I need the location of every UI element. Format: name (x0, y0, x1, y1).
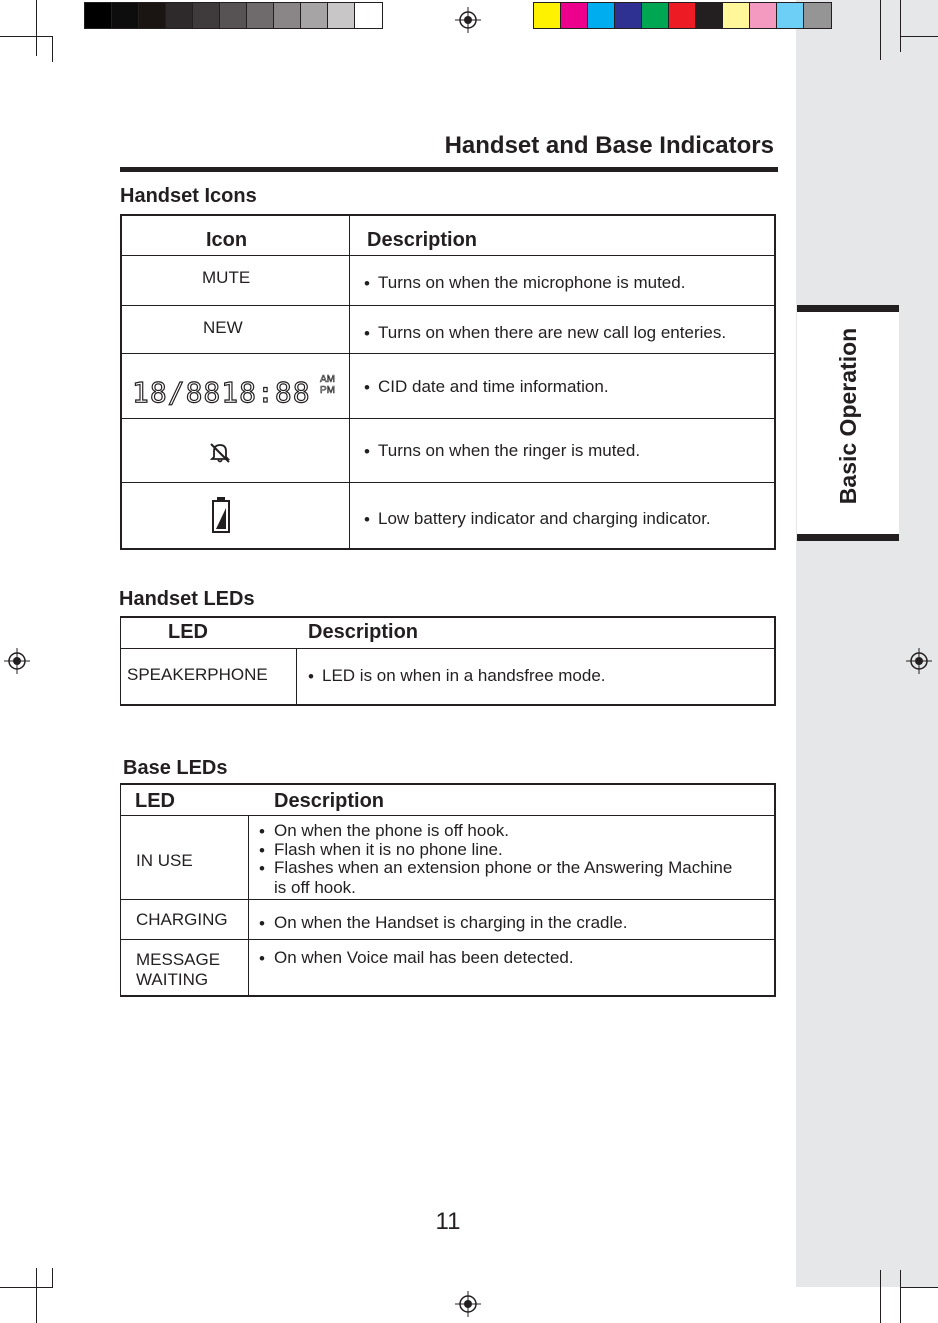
crop-mark (880, 1270, 881, 1323)
registration-mark-icon (455, 1291, 481, 1317)
side-strip (796, 0, 938, 1287)
crop-mark (52, 36, 53, 62)
battery-icon (211, 496, 231, 534)
crop-mark (36, 0, 37, 56)
bullet: • (364, 378, 370, 397)
registration-mark-icon (906, 648, 932, 674)
cid-lcd-display (122, 354, 348, 418)
color-swatch (669, 3, 696, 28)
handset-leds-table (120, 616, 776, 706)
new-icon-label: NEW (203, 318, 243, 337)
grayscale-calibration-bar (84, 2, 383, 29)
led-column-header: LED (168, 621, 208, 643)
color-swatch (220, 3, 247, 28)
color-swatch (139, 3, 166, 28)
color-swatch (328, 3, 355, 28)
registration-mark-icon (4, 648, 30, 674)
row-description: Flash when it is no phone line. (274, 840, 503, 859)
handset-leds-title: Handset LEDs (119, 588, 255, 610)
bullet: • (259, 841, 265, 860)
crop-mark (880, 0, 881, 60)
crop-mark (36, 1268, 37, 1323)
row-description: On when Voice mail has been detected. (274, 948, 574, 967)
section-tab-label: Basic Operation (834, 327, 861, 505)
color-swatch (355, 3, 382, 28)
base-leds-title: Base LEDs (123, 757, 228, 779)
row-description: Turns on when the ringer is muted. (378, 441, 641, 460)
message-waiting-led-label-line1: MESSAGE (136, 950, 221, 969)
description-column-header: Description (367, 229, 478, 251)
row-description: Turns on when there are new call log enteries. (378, 323, 727, 342)
color-swatch (193, 3, 220, 28)
bullet: • (364, 442, 370, 461)
lcd-ampm (320, 374, 335, 396)
row-description: LED is on when in a handsfree mode. (322, 666, 606, 685)
description-column-header: Description (274, 790, 385, 812)
section-tab (797, 305, 899, 541)
bullet: • (364, 274, 370, 293)
color-swatch (166, 3, 193, 28)
bullet: • (308, 667, 314, 686)
color-swatch (247, 3, 274, 28)
color-calibration-bar (533, 2, 832, 29)
row-description: On when the Handset is charging in the cradle. (274, 913, 628, 932)
icon-column-header: Icon (206, 229, 248, 251)
bullet: • (259, 949, 265, 968)
row-description: On when the phone is off hook. (274, 821, 510, 840)
registration-mark-icon (455, 7, 481, 33)
crop-mark (0, 36, 52, 37)
message-waiting-led-label-line2: WAITING (136, 970, 209, 989)
page-number: 11 (435, 1208, 461, 1235)
bullet: • (259, 914, 265, 933)
ringer-muted-bell-icon (208, 440, 232, 464)
color-swatch (561, 3, 588, 28)
lcd-digits: 18/8818:88 (132, 376, 311, 409)
color-swatch (750, 3, 777, 28)
row-description: CID date and time information. (378, 377, 609, 396)
lcd-pm: PM (320, 385, 335, 396)
color-swatch (777, 3, 804, 28)
color-swatch (534, 3, 561, 28)
row-description: Flashes when an extension phone or the Answering Machine (274, 858, 733, 877)
row-description: Low battery indicator and charging indicator. (378, 509, 711, 528)
description-column-header: Description (308, 621, 419, 643)
color-swatch (642, 3, 669, 28)
color-swatch (85, 3, 112, 28)
color-swatch (112, 3, 139, 28)
crop-mark (900, 1270, 901, 1323)
color-swatch (588, 3, 615, 28)
bullet: • (259, 822, 265, 841)
crop-mark (0, 1287, 52, 1288)
color-swatch (615, 3, 642, 28)
row-description: Turns on when the microphone is muted. (378, 273, 686, 292)
in-use-led-label: IN USE (136, 851, 193, 870)
color-swatch (723, 3, 750, 28)
crop-mark (52, 1268, 53, 1288)
crop-mark (900, 0, 901, 52)
title-rule (120, 167, 778, 172)
speakerphone-led-label: SPEAKERPHONE (127, 665, 268, 684)
crop-mark (900, 36, 938, 37)
color-swatch (274, 3, 301, 28)
lcd-am: AM (320, 374, 335, 385)
crop-mark (900, 1287, 938, 1288)
color-swatch (804, 3, 831, 28)
bullet: • (259, 859, 265, 878)
led-column-header: LED (135, 790, 175, 812)
color-swatch (696, 3, 723, 28)
bullet: • (364, 324, 370, 343)
mute-icon-label: MUTE (202, 268, 251, 287)
row-description-continued: is off hook. (274, 878, 356, 897)
base-leds-table (120, 783, 776, 997)
page-title: Handset and Base Indicators (444, 132, 774, 159)
color-swatch (301, 3, 328, 28)
handset-icons-table (120, 214, 776, 550)
handset-icons-title: Handset Icons (120, 185, 257, 207)
bullet: • (364, 510, 370, 529)
charging-led-label: CHARGING (136, 910, 228, 929)
